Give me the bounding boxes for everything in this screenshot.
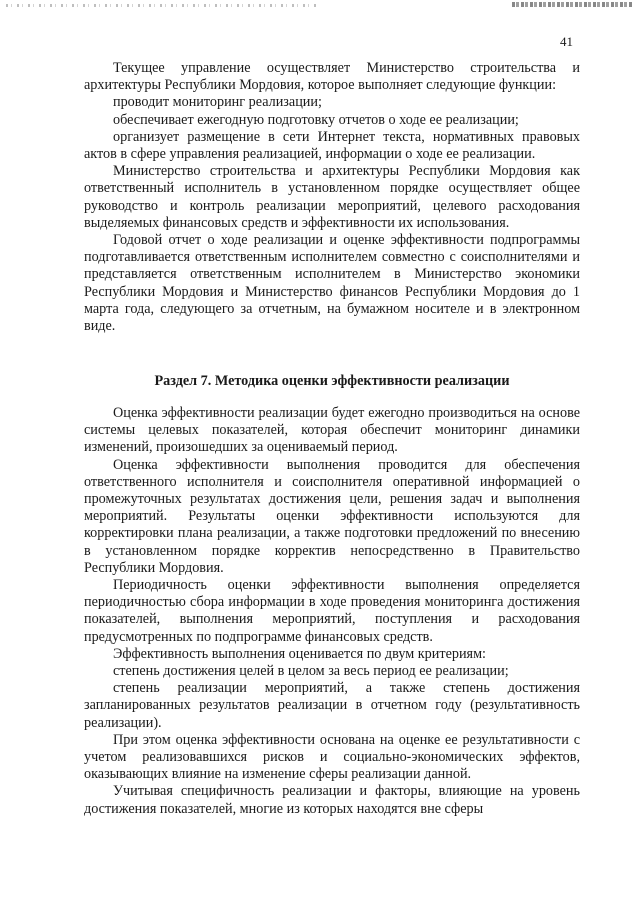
- scan-noise-left: [6, 4, 316, 7]
- paragraph: Эффективность выполнения оценивается по двум критериям:: [113, 645, 486, 662]
- paragraph: Текущее управление осуществляет Министерство строительства и архитектуры Республики Мордовия, которое выполняет следующие функции:: [84, 60, 580, 94]
- section-heading: Раздел 7. Методика оценки эффективности реализации: [154, 373, 510, 389]
- paragraph: Оценка эффективности выполнения проводится для обеспечения ответственного исполнителя и соисполнителя оперативной информацией о промежуточных результатах достижения цели, решения задач и выполнения мероприятий. Результаты оценки эффективности используются для корректировки плана реализации, а также подготовки предложений по внесению в установленном порядке корректив непосредственно в Правительство Республики Мордовия.: [84, 456, 580, 576]
- body-text-top: [84, 60, 580, 335]
- paragraph: Оценка эффективности реализации будет ежегодно производиться на основе системы целевых показателей, которая обеспечит мониторинг динамики изменений, произошедших за оцениваемый период.: [84, 405, 580, 456]
- list-item: обеспечивает ежегодную подготовку отчетов о ходе ее реализации;: [113, 111, 519, 128]
- scan-noise-right: [512, 2, 632, 7]
- paragraph: Периодичность оценки эффективности выполнения определяется периодичностью сбора информации в ходе проведения мониторинга достижения показателей, выполнения мероприятий, поступления и расходования предусмотренных по подпрограмме финансовых средств.: [84, 577, 580, 645]
- scan-artifact-top: [0, 0, 640, 14]
- paragraph: Учитывая специфичность реализации и факторы, влияющие на уровень достижения показателей, многие из которых находятся вне сферы: [84, 783, 580, 817]
- list-item: организует размещение в сети Интернет текста, нормативных правовых актов в сфере управления реализацией, информации о ходе ее реализации.: [84, 128, 580, 163]
- list-item: проводит мониторинг реализации;: [113, 94, 322, 111]
- paragraph: Годовой отчет о ходе реализации и оценке эффективности подпрограммы подготавливается ответственным исполнителем совместно с соисполнителями и представляется ответственным исполнителем в Министерство экономики Республики Мордовия и Министерство финансов Республики Мордовия до 1 марта года, следующего за отчетным, на бумажном носителе и в электронном виде.: [84, 232, 580, 335]
- list-item: степень достижения целей в целом за весь период ее реализации;: [113, 663, 509, 680]
- list-item: степень реализации мероприятий, а также степень достижения запланированных результатов реализации в отчетном году (результативность реализации).: [84, 680, 580, 731]
- page-number: 41: [560, 34, 573, 49]
- paragraph: Министерство строительства и архитектуры Республики Мордовия как ответственный исполнитель в установленном порядке осуществляет общее руководство и контроль реализации мероприятий, целевого расходования выделяемых финансовых средств и эффективности их использования.: [84, 163, 580, 231]
- body-text-bottom: [84, 405, 580, 818]
- paragraph: При этом оценка эффективности основана на оценке ее результативности с учетом реализовавшихся рисков и социально-экономических эффектов, оказывающих влияние на изменение сферы реализации данной.: [84, 731, 580, 783]
